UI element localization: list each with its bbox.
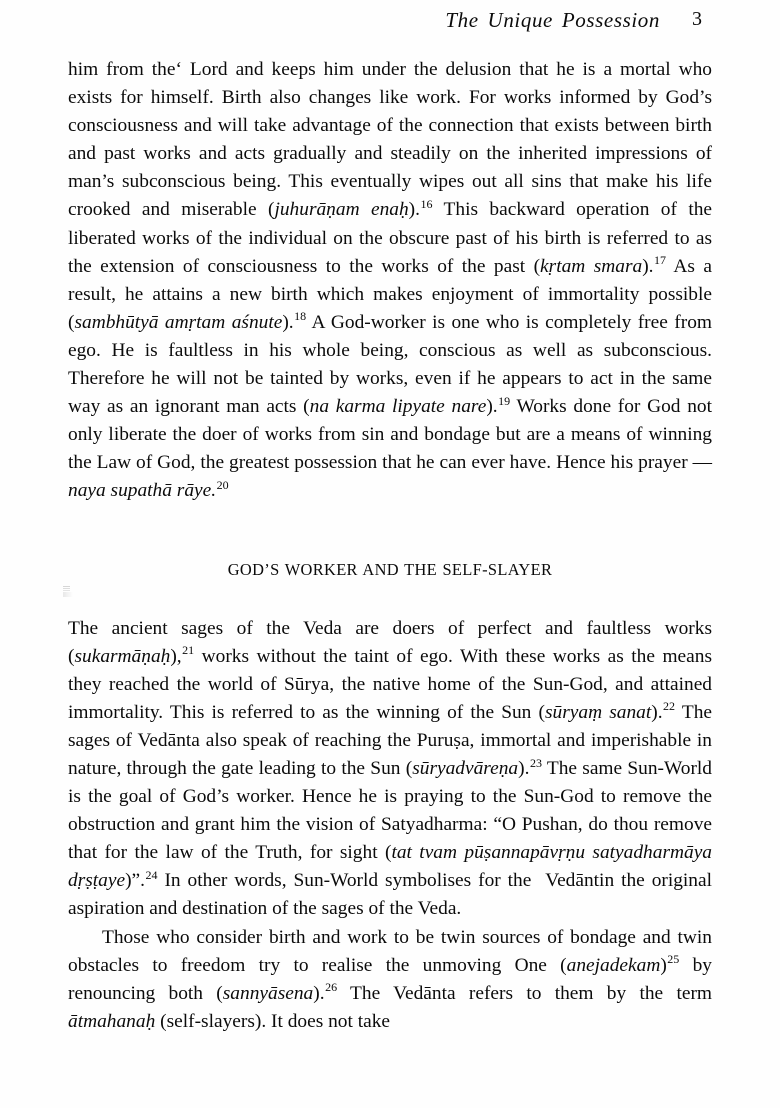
- spacer-above-heading: [68, 506, 712, 560]
- running-head-title: The Unique Possession: [445, 8, 660, 32]
- text-block: [68, 56, 712, 1036]
- paragraph-second: The ancient sages of the Veda are doers of perfect and faultless works (sukarmāṇaḥ),$^{21}$ works without the taint of ego. With these works as the means they reached the world of Sūrya, the native home of the Sun-God, and attained immortality. This is referred to as the winning of the Sun (sūryaṃ sanat).$^{22}$ The sages of Vedānta also speak of reaching the Puruṣa, immortal and imperishable in nature, through the gate leading to the Sun (sūryadvāreṇa).$^{23}$ The same Sun-World is the goal of God’s worker. Hence he is praying to the Sun-God to remove the obstruction and grant him the vision of Satyadharma: “O Pushan, do thou remove that for the law of the Truth, for sight (tat tvam pūṣannapāvṛṇu satyadharmāya dṛṣṭaye)”.$^{24}$ In other words, Sun-World symbolises for the Vedāntin the original aspiration and destination of the sages of the Veda.: [68, 617, 712, 920]
- spacer-below-heading: [68, 580, 712, 615]
- paragraph-first: him from theʻ Lord and keeps him under the delusion that he is a mortal who exists for himself. Birth also changes like work. For works informed by God’s consciousness and will take advantage of the connection that exists between birth and past works and acts gradually and steadily on the inherited impressions of man’s subconscious being. This eventually wipes out all sins that make his life crooked and miserable (juhurāṇam enaḥ).$^{16}$ This backward operation of the liberated works of the individual on the obscure past of his birth is referred to as the extension of consciousness to the works of the past (kṛtam smara).$^{17}$ As a result, he attains a new birth which makes enjoyment of immortality possible (sambhūtyā amṛtam aśnute).$^{18}$ A God-worker is one who is completely free from ego. He is faultless in his whole being, conscious as well as subconscious. Therefore he will not be tainted by works, even if he appears to act in the same way as an ignorant man acts (na karma lipyate nare).$^{19}$ Works done for God not only liberate the doer of works from sin and bondage but are a means of winning the Law of God, the greatest possession that he can ever have. Hence his prayer — naya supathā rāye.$^{20}$: [68, 59, 713, 502]
- scan-artifact-smudge: [63, 592, 73, 597]
- paragraph-third: Those who consider birth and work to be twin sources of bondage and twin obstacles to freedom try to realise the unmoving One (anejadekam)$^{25}$ by renouncing both (sannyāsena).$^{26}$ The Vedānta refers to them by the term ātmahanaḥ (self-slayers). It does not take: [68, 926, 712, 1032]
- section-heading: GOD’S WORKER AND THE SELF-SLAYER: [227, 559, 553, 579]
- running-head: [68, 8, 710, 38]
- page-number: 3: [692, 8, 702, 30]
